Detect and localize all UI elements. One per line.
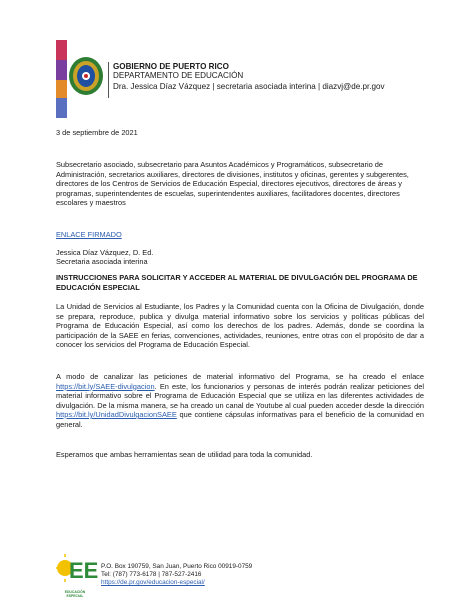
footer-contact: [101, 563, 421, 588]
letter-date: 3 de septiembre de 2021: [56, 128, 138, 137]
logo-letters: EE: [69, 558, 99, 583]
signature-block: [56, 230, 416, 267]
divulgacion-link[interactable]: https://bit.ly/SAEE-divulgacion: [56, 381, 155, 391]
education-special-logo: [56, 551, 99, 598]
paragraph-2: [56, 372, 424, 429]
youtube-channel-link[interactable]: https://bit.ly/UnidadDivulgacionSAEE: [56, 410, 177, 419]
logo-caption: EDUCACIÓN ESPECIAL: [64, 590, 86, 598]
footer-tel: Tel: (787) 773-6178 | 787-527-2416: [101, 571, 202, 579]
org-name: GOBIERNO DE PUERTO RICO: [113, 62, 229, 71]
letterhead: [113, 62, 453, 93]
paragraph-2-text-1: A modo de canalizar las peticiones de material informativo del Programa, se ha creado el enlace: [56, 372, 424, 381]
header-divider: [108, 62, 109, 98]
paragraph-2-text-2: . En este, los funcionarios y personas de interés podrán realizar peticiones del material informativo sobre el Programa de Educación Especial que se utiliza en las diferentes actividades de divulgación. De la misma manera, se ha creado un canal de Youtube al cual pueden acceder desde la dirección: [56, 381, 424, 410]
signer-line: Dra. Jessica Díaz Vázquez | secretaria asociada interina | diazvj@de.pr.gov: [113, 81, 385, 91]
decorative-color-bar: [56, 40, 67, 118]
footer-address: P.O. Box 190759, San Juan, Puerto Rico 00919-0759: [101, 563, 253, 570]
recipients: Subsecretario asociado, subsecretario para Asuntos Académicos y Programáticos, subsecretario de Administración, secretarios auxiliares, directores de divisiones, institutos y oficinas, gerentes y subgerentes, directores de los Centros de Servicios de Educación Especial, directores ejecutivos, directores de áreas y programas, superintendentes de escuelas, superintendentes auxiliares, facilitadores docentes, directores escolares y maestros: [56, 160, 409, 207]
paragraph-2-text-3: que contiene cápsulas informativas para el beneficio de la comunidad en general.: [56, 410, 424, 429]
subject-heading: INSTRUCCIONES PARA SOLICITAR Y ACCEDER AL MATERIAL DE DIVULGACIÓN DEL PROGRAMA DE EDUCACIÓN ESPECIAL: [56, 273, 418, 292]
puerto-rico-seal-icon: [68, 56, 104, 96]
paragraph-3: Esperamos que ambas herramientas sean de utilidad para toda la comunidad.: [56, 450, 313, 459]
signer-title: Secretaria asociada interina: [56, 257, 148, 266]
signer-name: Jessica Díaz Vázquez, D. Ed.: [56, 247, 154, 257]
dept-name: DEPARTAMENTO DE EDUCACIÓN: [113, 71, 244, 80]
signed-link[interactable]: ENLACE FIRMADO: [56, 230, 122, 239]
paragraph-1: La Unidad de Servicios al Estudiante, los Padres y la Comunidad cuenta con la Oficina de Divulgación, donde se prepara, reproduce, publica y divulga material informativo sobre los servicios y políticas públicas del Programa de Educación Especial, así como los derechos de los padres. Además, donde se coordina la participación de la SAEE en ferias, convenciones, actividades, reuniones, entre otras con el propósito de dar a conocer los servicios del Programa de Educación Especial.: [56, 302, 424, 349]
footer-url[interactable]: https://de.pr.gov/educacion-especial/: [101, 579, 205, 587]
